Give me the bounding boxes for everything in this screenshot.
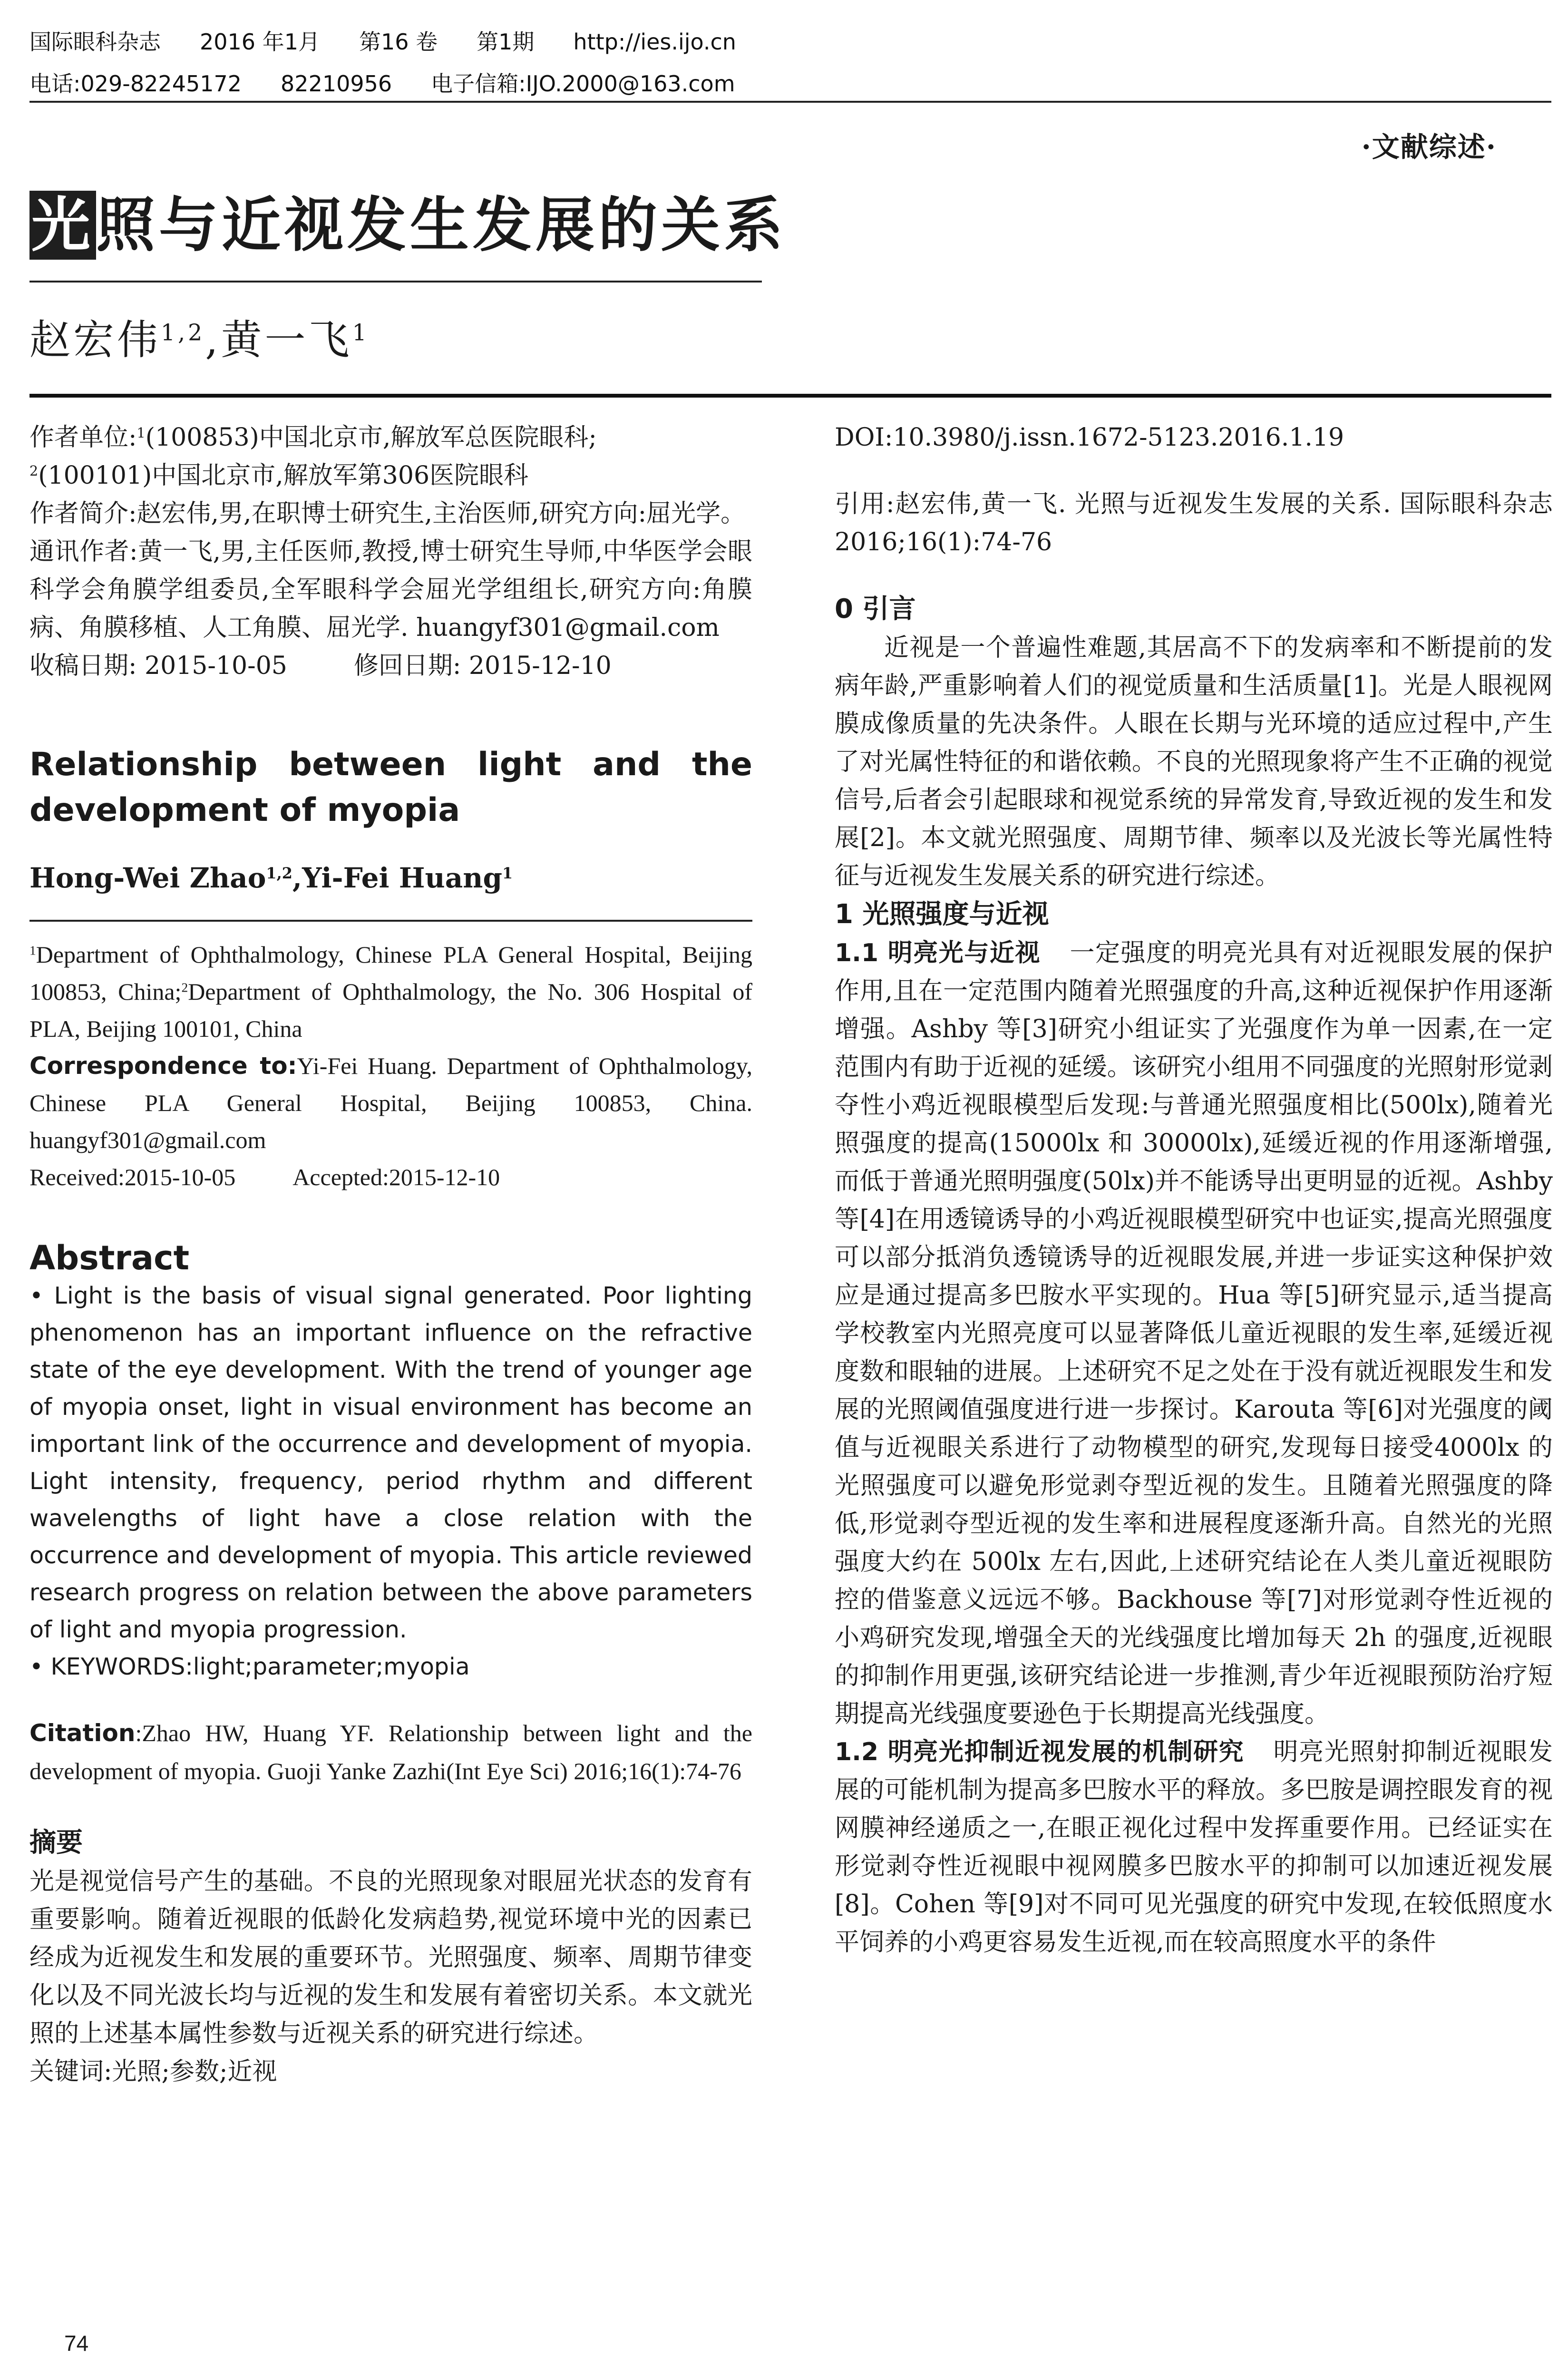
citation-en: Citation:Zhao HW, Huang YF. Relationship between light and the development of myopia. Guoji Yanke Zazhi(Int Eye Sci) 2016;16(1):74-76 <box>29 1719 752 1784</box>
phone: 电话:029-82245172 <box>29 71 242 97</box>
issue: 第1期 <box>477 29 535 55</box>
corresponding-author: 通讯作者:黄一飞,男,主任医师,教授,博士研究生导师,中华医学会眼科学会角膜学组委员,全军眼科学会屈光学组组长,研究方向:角膜病、角膜移植、人工角膜、屈光学. huangyf301@gmail.com <box>29 537 752 642</box>
zhaiyao-heading: 摘要 <box>29 1827 83 1858</box>
right-column <box>835 419 1553 1961</box>
section1-1-heading: 1.1 明亮光与近视 <box>835 939 1041 967</box>
author-info <box>29 419 752 685</box>
affiliation-rule <box>29 920 752 922</box>
journal-header-line2 <box>29 67 774 98</box>
authors-cn <box>29 307 370 366</box>
volume: 第16 卷 <box>359 29 438 55</box>
abstract-text: • Light is the basis of visual signal generated. Poor lighting phenomenon has an important influence on the refractive state of the eye development. With the trend of younger age of myopia onset, light in visual environment has become an important link of the occurrence and development of myopia. Light intensity, frequency, period rhythm and different wavelengths of light have a close relation with the occurrence and development of myopia. This article reviewed research progress on relation between the above parameters of light and myopia progression. <box>29 1282 752 1643</box>
english-title-line1: Relationship between light and the <box>29 746 752 783</box>
doi[interactable]: DOI:10.3980/j.issn.1672-5123.2016.1.19 <box>835 423 1344 452</box>
intro-text: 近视是一个普遍性难题,其居高不下的发病率和不断提前的发病年龄,严重影响着人们的视觉质量和生活质量[1]。光是人眼视网膜成像质量的先决条件。人眼在长期与光环境的适应过程中,产生了对光属性特征的和谐依赖。不良的光照现象将产生不正确的视觉信号,后者会引起眼球和视觉系统的异常发育,导致近视的发生和发展[2]。本文就光照强度、周期节律、频率以及光波长等光属性特征与近视发生发展关系的研究进行综述。 <box>835 633 1553 890</box>
section1-2-paragraph <box>835 1733 1553 1961</box>
journal-header-line1 <box>29 25 775 56</box>
keywords-cn: 关键词:光照;参数;近视 <box>29 2057 277 2086</box>
english-authors: Hong-Wei Zhao$^{1,2}$,Yi-Fei Huang$^1$ <box>29 862 513 894</box>
author1-sup: 1,2 <box>161 320 205 346</box>
section1-2-heading: 1.2 明亮光抑制近视发展的机制研究 <box>835 1738 1245 1766</box>
section1-1-text: 一定强度的明亮光具有对近视眼发展的保护作用,且在一定范围内随着光照强度的升高,这种近视保护作用逐渐增强。Ashby 等[3]研究小组证实了光强度作为单一因素,在一定范围内有助于近视的延缓。该研究小组用不同强度的光照射形觉剥夺性小鸡近视眼模型后发现:与普通光照强度相比(500lx),随着光照强度的提高(15000lx 和 30000lx),延缓近视的作用逐渐增强,而低于普通光照明强度(50lx)并不能诱导出更明显的近视。Ashby 等[4]在用透镜诱导的小鸡近视眼模型研究中也证实,提高光照强度可以部分抵消负透镜诱导的近视眼发展,并进一步证实这种保护效应是通过提高多巴胺水平实现的。Hua 等[5]研究显示,适当提高学校教室内光照亮度可以显著降低儿童近视眼的发生率,延缓近视度数和眼轴的进展。上述研究不足之处在于没有就近视眼发生和发展的光照阈值强度进行进一步探讨。Karouta 等[6]对光强度的阈值与近视眼关系进行了动物模型的研究,发现每日接受4000lx 的光照强度可以避免形觉剥夺型近视的发生。且随着光照强度的降低,形觉剥夺型近视的发生率和进展程度逐渐升高。自然光的光照强度大约在 500lx 左右,因此,上述研究结论在人类儿童近视眼防控的借鉴意义远远不够。Backhouse 等[7]对形觉剥夺性近视的小鸡研究发现,增强全天的光线强度比增加每天 2h 的强度,近视眼的抑制作用更强,该研究结论进一步推测,青少年近视眼预防治疗短期提高光线强度要逊色于长期提高光线强度。 <box>835 939 1553 1728</box>
page-title <box>29 190 787 261</box>
journal-url[interactable]: http://ies.ijo.cn <box>573 29 736 55</box>
header-rule <box>29 101 1551 103</box>
section1-2-text: 明亮光照射抑制近视眼发展的可能机制为提高多巴胺水平的释放。多巴胺是调控眼发育的视网膜神经递质之一,在眼正视化过程中发挥重要作用。已经证实在形觉剥夺性近视眼中视网膜多巴胺水平的抑制可以加速近视发展[8]。Cohen 等[9]对不同可见光强度的研究中发现,在较低照度水平饲养的小鸡更容易发生近视,而在较高照度水平的条件 <box>835 1738 1553 1957</box>
authors-rule <box>29 394 1551 398</box>
section1-1-paragraph <box>835 934 1553 1733</box>
abstract-heading: Abstract <box>29 1238 190 1277</box>
title-dropcap: 光 <box>29 191 96 260</box>
unit: 作者单位:$^1$(100853)中国北京市,解放军总医院眼科; $^2$(100101)中国北京市,解放军第306医院眼科 <box>29 423 597 490</box>
intro-heading: 0 引言 <box>835 594 916 624</box>
issue-date: 2016 年1月 <box>200 29 320 55</box>
affiliations-en: $^1$Department of Ophthalmology, Chinese PLA General Hospital, Beijing 100853, China;$^2$Department of Ophthalmology, the No. 306 Hospital of PLA, Beijing 100101, China Correspondence to:Yi-Fei Huang. Department of Ophthalmology, Chinese PLA General Hospital, Beijing 100853, China. huangyf301@gmail.com Received:2015-10-05 Accepted:2015-12-10 <box>29 941 752 1190</box>
author2-cn: ,黄一飞 <box>205 316 352 364</box>
journal-name: 国际眼科杂志 <box>29 29 161 55</box>
email[interactable]: 电子信箱:IJO.2000@163.com <box>431 71 735 97</box>
citation-cn: 引用:赵宏伟,黄一飞. 光照与近视发生发展的关系. 国际眼科杂志 2016;16(1):74-76 <box>835 490 1553 556</box>
zhaiyao-text: 光是视觉信号产生的基础。不良的光照现象对眼屈光状态的发育有重要影响。随着近视眼的低龄化发病趋势,视觉环境中光的因素已经成为近视发生和发展的重要环节。光照强度、频率、周期节律变化以及不同光波长均与近视的发生和发展有着密切关系。本文就光照的上述基本属性参数与近视关系的研究进行综述。 <box>29 1867 752 2048</box>
title-rest: 照与近视发生发展的关系 <box>96 191 787 260</box>
phone2: 82210956 <box>281 71 392 97</box>
english-title-line2: development of myopia <box>29 791 460 829</box>
section-label: ·文献综述· <box>1361 131 1497 163</box>
section1-heading: 1 光照强度与近视 <box>835 899 1049 930</box>
dates-cn: 收稿日期: 2015-10-05 修回日期: 2015-12-10 <box>29 652 612 680</box>
author2-sup: 1 <box>352 320 370 346</box>
left-column <box>29 419 752 2091</box>
author1-cn: 赵宏伟 <box>29 316 161 364</box>
author-bio: 作者简介:赵宏伟,男,在职博士研究生,主治医师,研究方向:屈光学。 <box>29 499 746 528</box>
keywords-en: • KEYWORDS:light;parameter;myopia <box>29 1653 470 1680</box>
title-rule <box>29 281 762 283</box>
page-number: 74 <box>64 2331 89 2356</box>
